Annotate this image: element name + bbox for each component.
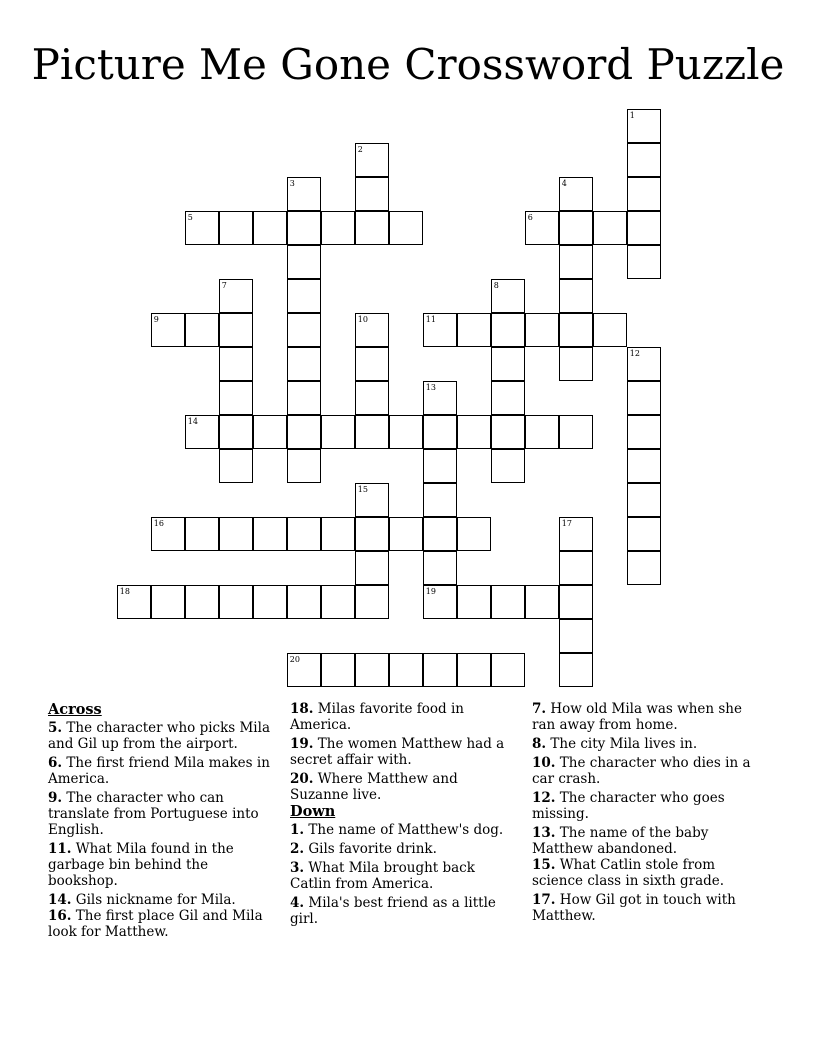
grid-cell[interactable]	[457, 415, 491, 449]
grid-cell[interactable]	[185, 211, 219, 245]
grid-cell[interactable]	[321, 211, 355, 245]
grid-cell[interactable]	[219, 449, 253, 483]
grid-cell[interactable]	[457, 653, 491, 687]
grid-cell[interactable]	[559, 619, 593, 653]
grid-cell[interactable]	[355, 585, 389, 619]
grid-cell[interactable]	[559, 211, 593, 245]
grid-cell[interactable]	[219, 517, 253, 551]
clue-down-10: 10. The character who dies in a car crash.	[532, 755, 751, 787]
clue-number: 8	[493, 280, 499, 290]
clue-across-18: 18. Milas favorite food in America.	[290, 701, 464, 733]
grid-cell[interactable]	[287, 347, 321, 381]
grid-cell[interactable]	[423, 483, 457, 517]
grid-cell[interactable]	[389, 517, 423, 551]
grid-cell[interactable]	[627, 483, 661, 517]
clue-down-15: 15. What Catlin stole from science class in sixth grade.	[532, 857, 725, 889]
clue-across-9: 9. The character who can translate from Portuguese into English.	[48, 790, 259, 838]
clues-column-2	[290, 701, 516, 930]
clue-down-1: 1. The name of Matthew's dog.	[290, 822, 504, 838]
grid-cell[interactable]	[627, 381, 661, 415]
grid-cell[interactable]	[627, 551, 661, 585]
down-heading: Down	[290, 803, 336, 820]
grid-cell[interactable]	[423, 653, 457, 687]
grid-cell[interactable]	[355, 313, 389, 347]
grid-cell[interactable]	[593, 211, 627, 245]
grid-cell[interactable]	[355, 415, 389, 449]
grid-cell[interactable]	[117, 585, 151, 619]
grid-cell[interactable]	[389, 211, 423, 245]
clue-number: 17	[561, 518, 572, 528]
grid-cell[interactable]	[457, 517, 491, 551]
grid-cell[interactable]	[219, 381, 253, 415]
grid-cell[interactable]	[423, 517, 457, 551]
grid-cell[interactable]	[287, 279, 321, 313]
grid-cell[interactable]	[321, 415, 355, 449]
grid-cell[interactable]	[627, 109, 661, 143]
grid-cell[interactable]	[627, 347, 661, 381]
grid-cell[interactable]	[491, 585, 525, 619]
clue-number: 2	[357, 144, 363, 154]
clue-number: 7	[221, 280, 227, 290]
grid-cell[interactable]	[355, 211, 389, 245]
grid-cell[interactable]	[491, 653, 525, 687]
clue-across-5: 5. The character who picks Mila and Gil up from the airport.	[48, 720, 270, 752]
clue-down-2: 2. Gils favorite drink.	[290, 841, 437, 857]
grid-cell[interactable]	[151, 517, 185, 551]
grid-cell[interactable]	[559, 585, 593, 619]
grid-cell[interactable]	[593, 313, 627, 347]
grid-cell[interactable]	[525, 313, 559, 347]
grid-cell[interactable]	[287, 177, 321, 211]
clue-down-3: 3. What Mila brought back Catlin from America.	[290, 860, 475, 892]
grid-cell[interactable]	[219, 585, 253, 619]
clue-number: 16	[153, 518, 164, 528]
grid-cell[interactable]	[423, 449, 457, 483]
page-title: Picture Me Gone Crossword Puzzle	[31, 40, 785, 89]
grid-cell[interactable]	[219, 279, 253, 313]
grid-cell[interactable]	[355, 381, 389, 415]
grid-cell[interactable]	[559, 517, 593, 551]
grid-cell[interactable]	[423, 551, 457, 585]
clue-number: 6	[527, 212, 533, 222]
grid-cell[interactable]	[151, 313, 185, 347]
grid-cell[interactable]	[627, 177, 661, 211]
grid-cell[interactable]	[355, 177, 389, 211]
grid-cell[interactable]	[525, 415, 559, 449]
grid-cell[interactable]	[423, 585, 457, 619]
clue-number: 18	[119, 586, 130, 596]
grid-cell[interactable]	[627, 415, 661, 449]
grid-cell[interactable]	[355, 483, 389, 517]
clue-across-6: 6. The first friend Mila makes in America.	[48, 755, 270, 787]
grid-cell[interactable]	[321, 653, 355, 687]
grid-cell[interactable]	[321, 585, 355, 619]
clue-across-11: 11. What Mila found in the garbage bin behind the bookshop.	[48, 841, 234, 889]
across-heading: Across	[48, 701, 102, 718]
grid-cell[interactable]	[491, 381, 525, 415]
clue-number: 19	[425, 586, 436, 596]
grid-cell[interactable]	[559, 415, 593, 449]
clue-number: 10	[357, 314, 368, 324]
grid-cell[interactable]	[627, 245, 661, 279]
grid-cell[interactable]	[355, 347, 389, 381]
clue-down-7: 7. How old Mila was when she ran away from home.	[532, 701, 742, 733]
grid-cell[interactable]	[457, 313, 491, 347]
grid-cell[interactable]	[355, 653, 389, 687]
grid-cell[interactable]	[253, 211, 287, 245]
clue-number: 9	[153, 314, 159, 324]
grid-cell[interactable]	[559, 347, 593, 381]
clue-number: 3	[289, 178, 295, 188]
grid-cell[interactable]	[219, 211, 253, 245]
clue-across-20: 20. Where Matthew and Suzanne live.	[290, 771, 458, 803]
grid-cell[interactable]	[185, 313, 219, 347]
clue-down-17: 17. How Gil got in touch with Matthew.	[532, 892, 736, 924]
grid-cell[interactable]	[389, 653, 423, 687]
grid-cell[interactable]	[423, 381, 457, 415]
clue-down-13: 13. The name of the baby Matthew abandoned.	[532, 825, 709, 857]
grid-cell[interactable]	[287, 585, 321, 619]
clue-across-16: 16. The first place Gil and Mila look for Matthew.	[48, 908, 263, 940]
grid-cell[interactable]	[559, 245, 593, 279]
grid-cell[interactable]	[219, 313, 253, 347]
grid-cell[interactable]	[185, 585, 219, 619]
clues-column-1	[48, 701, 276, 943]
grid-cell[interactable]	[287, 245, 321, 279]
grid-cell[interactable]	[559, 177, 593, 211]
clue-down-12: 12. The character who goes missing.	[532, 790, 725, 822]
grid-cell[interactable]	[525, 585, 559, 619]
grid-cell[interactable]	[253, 415, 287, 449]
grid-cell[interactable]	[559, 313, 593, 347]
grid-cell[interactable]	[287, 653, 321, 687]
grid-cell[interactable]	[559, 279, 593, 313]
grid-cell[interactable]	[253, 517, 287, 551]
grid-cell[interactable]	[219, 415, 253, 449]
grid-cell[interactable]	[491, 449, 525, 483]
grid-cell[interactable]	[491, 313, 525, 347]
grid-cell[interactable]	[185, 415, 219, 449]
grid-cell[interactable]	[253, 585, 287, 619]
grid-cell[interactable]	[287, 211, 321, 245]
grid-cell[interactable]	[491, 415, 525, 449]
grid-cell[interactable]	[355, 551, 389, 585]
clue-down-4: 4. Mila's best friend as a little girl.	[290, 895, 496, 927]
clue-number: 1	[629, 110, 635, 120]
grid-cell[interactable]	[491, 347, 525, 381]
grid-cell[interactable]	[627, 143, 661, 177]
grid-cell[interactable]	[457, 585, 491, 619]
clue-across-14: 14. Gils nickname for Mila.	[48, 892, 236, 908]
clue-number: 12	[629, 348, 640, 358]
clue-number: 15	[357, 484, 368, 494]
clue-down-8: 8. The city Mila lives in.	[532, 736, 698, 752]
grid-cell[interactable]	[423, 313, 457, 347]
clue-across-19: 19. The women Matthew had a secret affair with.	[290, 736, 505, 768]
clue-number: 13	[425, 382, 436, 392]
grid-cell[interactable]	[321, 517, 355, 551]
clue-number: 20	[289, 654, 300, 664]
grid-cell[interactable]	[355, 143, 389, 177]
grid-cell[interactable]	[287, 381, 321, 415]
grid-cell[interactable]	[287, 415, 321, 449]
clue-number: 11	[425, 314, 436, 324]
clue-number: 14	[187, 416, 198, 426]
grid-cell[interactable]	[627, 211, 661, 245]
grid-cell[interactable]	[355, 517, 389, 551]
clue-number: 4	[561, 178, 567, 188]
grid-cell[interactable]	[491, 279, 525, 313]
grid-cell[interactable]	[287, 517, 321, 551]
clues-column-3	[532, 701, 760, 927]
grid-cell[interactable]	[389, 415, 423, 449]
grid-cell[interactable]	[559, 653, 593, 687]
grid-cell[interactable]	[627, 449, 661, 483]
grid-cell[interactable]	[151, 585, 185, 619]
grid-cell[interactable]	[219, 347, 253, 381]
grid-cell[interactable]	[287, 449, 321, 483]
grid-cell[interactable]	[525, 211, 559, 245]
grid-cell[interactable]	[185, 517, 219, 551]
grid-cell[interactable]	[627, 517, 661, 551]
grid-cell[interactable]	[287, 313, 321, 347]
clue-number: 5	[187, 212, 193, 222]
grid-cell[interactable]	[559, 551, 593, 585]
grid-cell[interactable]	[423, 415, 457, 449]
